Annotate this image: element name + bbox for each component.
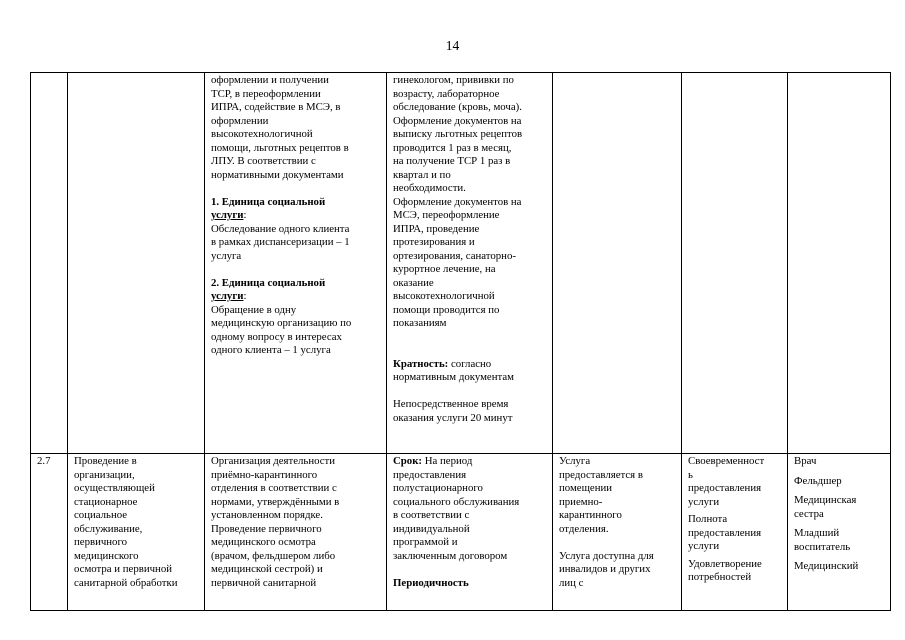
unit2-colon: : xyxy=(243,290,247,302)
text-line: приёмно-карантинного xyxy=(211,468,318,481)
text-line: протезирования и xyxy=(393,236,475,248)
text-line: Своевременност xyxy=(688,455,765,467)
spacer xyxy=(393,385,549,399)
text-line: Обращение в одну xyxy=(211,303,297,316)
text-line: социальное xyxy=(74,509,128,521)
spacer xyxy=(211,263,383,277)
text-line: ИПРА, содействие в МСЭ, в xyxy=(211,101,341,113)
staff-junior-educator: Младший xyxy=(794,527,840,539)
text-line: одному вопросу в интересах xyxy=(211,330,342,343)
cell-staff-empty xyxy=(788,73,891,454)
staff-nurse: Медицинская xyxy=(794,494,857,506)
text-line: в соответствии с xyxy=(393,509,470,521)
text-line: гинекологом, прививки по xyxy=(393,74,514,86)
text-line: индивидуальной xyxy=(393,522,470,535)
text-line: медицинской сестрой) и xyxy=(211,563,323,575)
text-line: оформлении xyxy=(211,114,269,127)
text-line: помощи проводится по xyxy=(393,303,500,316)
cell-conditions-empty xyxy=(553,73,682,454)
text-line: необходимости. xyxy=(393,182,466,194)
text-line: оказания услуги 20 минут xyxy=(393,411,513,424)
periodicity-label: Периодичность xyxy=(393,576,469,589)
unit1-title-line: услуги xyxy=(211,209,244,221)
text-line: Полнота xyxy=(688,513,728,525)
cell-conditions xyxy=(553,454,682,611)
text-line: осмотра и первичной xyxy=(74,563,172,575)
unit2-title-line: 2. Единица социальной xyxy=(211,276,326,289)
services-table xyxy=(30,72,891,611)
text-line: Проведение первичного xyxy=(211,522,322,535)
text-line: проводится 1 раз в месяц, xyxy=(393,141,512,154)
text-line: в рамках диспансеризации – 1 xyxy=(211,236,350,248)
term-label: Срок: xyxy=(393,455,423,467)
text-line: оказание xyxy=(393,276,434,289)
table-row-continued xyxy=(31,73,891,454)
text-line: предоставления xyxy=(688,482,762,494)
text-line: полустационарного xyxy=(393,482,483,494)
text-line: показаниям xyxy=(393,317,447,329)
text-line: квартал и по xyxy=(393,168,451,181)
text-line: отделения в соответствии с xyxy=(211,482,337,494)
text-line: обследование (кровь, моча). xyxy=(393,101,522,113)
term-text: На период xyxy=(422,455,473,467)
unit1-colon: : xyxy=(243,209,247,221)
text-line: Услуга доступна для xyxy=(559,549,654,562)
text-line: Оформление документов на xyxy=(393,114,522,127)
text-line: программой и xyxy=(393,536,458,548)
text-line: Удовлетворение xyxy=(688,557,762,570)
spacer xyxy=(559,536,678,550)
staff-medical: Медицинский xyxy=(794,560,859,572)
text-line: медицинского xyxy=(74,549,139,562)
text-line: Проведение в xyxy=(74,455,137,467)
text-line: высокотехнологичной xyxy=(211,128,313,140)
spacer xyxy=(393,331,549,345)
staff-doctor: Врач xyxy=(794,455,817,467)
spacer xyxy=(393,344,549,358)
text-line: Оформление документов на xyxy=(393,195,522,208)
text-line: первичного xyxy=(74,536,128,548)
text-line: одного клиента – 1 услуга xyxy=(211,344,331,356)
text-line: выписку льготных рецептов xyxy=(393,128,523,140)
staff-junior-educator: воспитатель xyxy=(794,540,851,553)
cell-service-terms xyxy=(387,454,553,611)
text-line: установленном порядке. xyxy=(211,509,323,521)
cell-service-terms xyxy=(387,73,553,454)
text-line: нормативным документам xyxy=(393,371,514,383)
text-line: на получение ТСР 1 раз в xyxy=(393,155,511,167)
text-line: ортезирования, санаторно- xyxy=(393,249,516,262)
cell-service-name xyxy=(68,454,205,611)
cell-number xyxy=(31,454,68,611)
text-line: курортное лечение, на xyxy=(393,263,496,275)
text-line: предоставления xyxy=(393,468,467,481)
text-line: предоставляется в xyxy=(559,468,643,481)
text-line: потребностей xyxy=(688,571,752,583)
spacer xyxy=(393,563,549,577)
text-line: ЛПУ. В соответствии с xyxy=(211,155,316,167)
cell-quality-indicators xyxy=(682,454,788,611)
text-line: медицинскую организацию по xyxy=(211,317,352,329)
text-line: лиц с xyxy=(559,576,584,589)
text-line: заключенным договором xyxy=(393,549,508,562)
text-line: услуги xyxy=(688,495,720,508)
text-line: услуга xyxy=(211,249,242,262)
text-line: первичной санитарной xyxy=(211,576,317,589)
cell-service-content xyxy=(205,454,387,611)
text-line: социального обслуживания xyxy=(393,495,520,508)
cell-service-content xyxy=(205,73,387,454)
text-line: ИПРА, проведение xyxy=(393,222,480,235)
cell-number-empty xyxy=(31,73,68,454)
text-line: Обследование одного клиента xyxy=(211,222,350,235)
text-line: МСЭ, переоформление xyxy=(393,209,500,221)
text-line: отделения. xyxy=(559,522,609,535)
text-line: помещении xyxy=(559,482,613,494)
text-line: осуществляющей xyxy=(74,482,155,494)
text-line: (врачом, фельдшером либо xyxy=(211,549,336,562)
cell-service-name-empty xyxy=(68,73,205,454)
text-line: организации, xyxy=(74,468,135,481)
cell-staff xyxy=(788,454,891,611)
staff-nurse: сестра xyxy=(794,507,824,520)
text-line: помощи, льготных рецептов в xyxy=(211,141,349,154)
text-line: предоставления xyxy=(688,526,762,539)
text-line: Организация деятельности xyxy=(211,455,336,467)
cell-quality-empty xyxy=(682,73,788,454)
text-line: возрасту, лабораторное xyxy=(393,87,500,100)
row-number: 2.7 xyxy=(37,455,51,467)
unit2-title-line: услуги xyxy=(211,290,244,302)
text-line: приемно- xyxy=(559,495,603,508)
text-line: высокотехнологичной xyxy=(393,290,495,302)
text-line: услуги xyxy=(688,540,720,552)
staff-paramedic: Фельдшер xyxy=(794,474,842,487)
text-line: санитарной обработки xyxy=(74,576,178,589)
text-line: инвалидов и других xyxy=(559,563,651,575)
text-line: Непосредственное время xyxy=(393,398,509,410)
text-line: Услуга xyxy=(559,455,591,467)
text-line: стационарное xyxy=(74,495,138,508)
text-line: нормативными документами xyxy=(211,168,344,181)
frequency-text: согласно xyxy=(448,357,492,370)
text-line: оформлении и получении xyxy=(211,74,329,86)
table-row-2-7 xyxy=(31,454,891,611)
text-line: обслуживание, xyxy=(74,522,143,535)
page-number: 14 xyxy=(445,38,460,53)
text-line: ь xyxy=(688,468,693,481)
text-line: ТСР, в переоформлении xyxy=(211,87,321,100)
text-line: карантинного xyxy=(559,509,622,521)
text-line: нормами, утверждёнными в xyxy=(211,495,340,508)
text-line: медицинского осмотра xyxy=(211,536,316,548)
unit1-title-line: 1. Единица социальной xyxy=(211,195,326,208)
spacer xyxy=(211,182,383,196)
frequency-label: Кратность: xyxy=(393,357,449,370)
